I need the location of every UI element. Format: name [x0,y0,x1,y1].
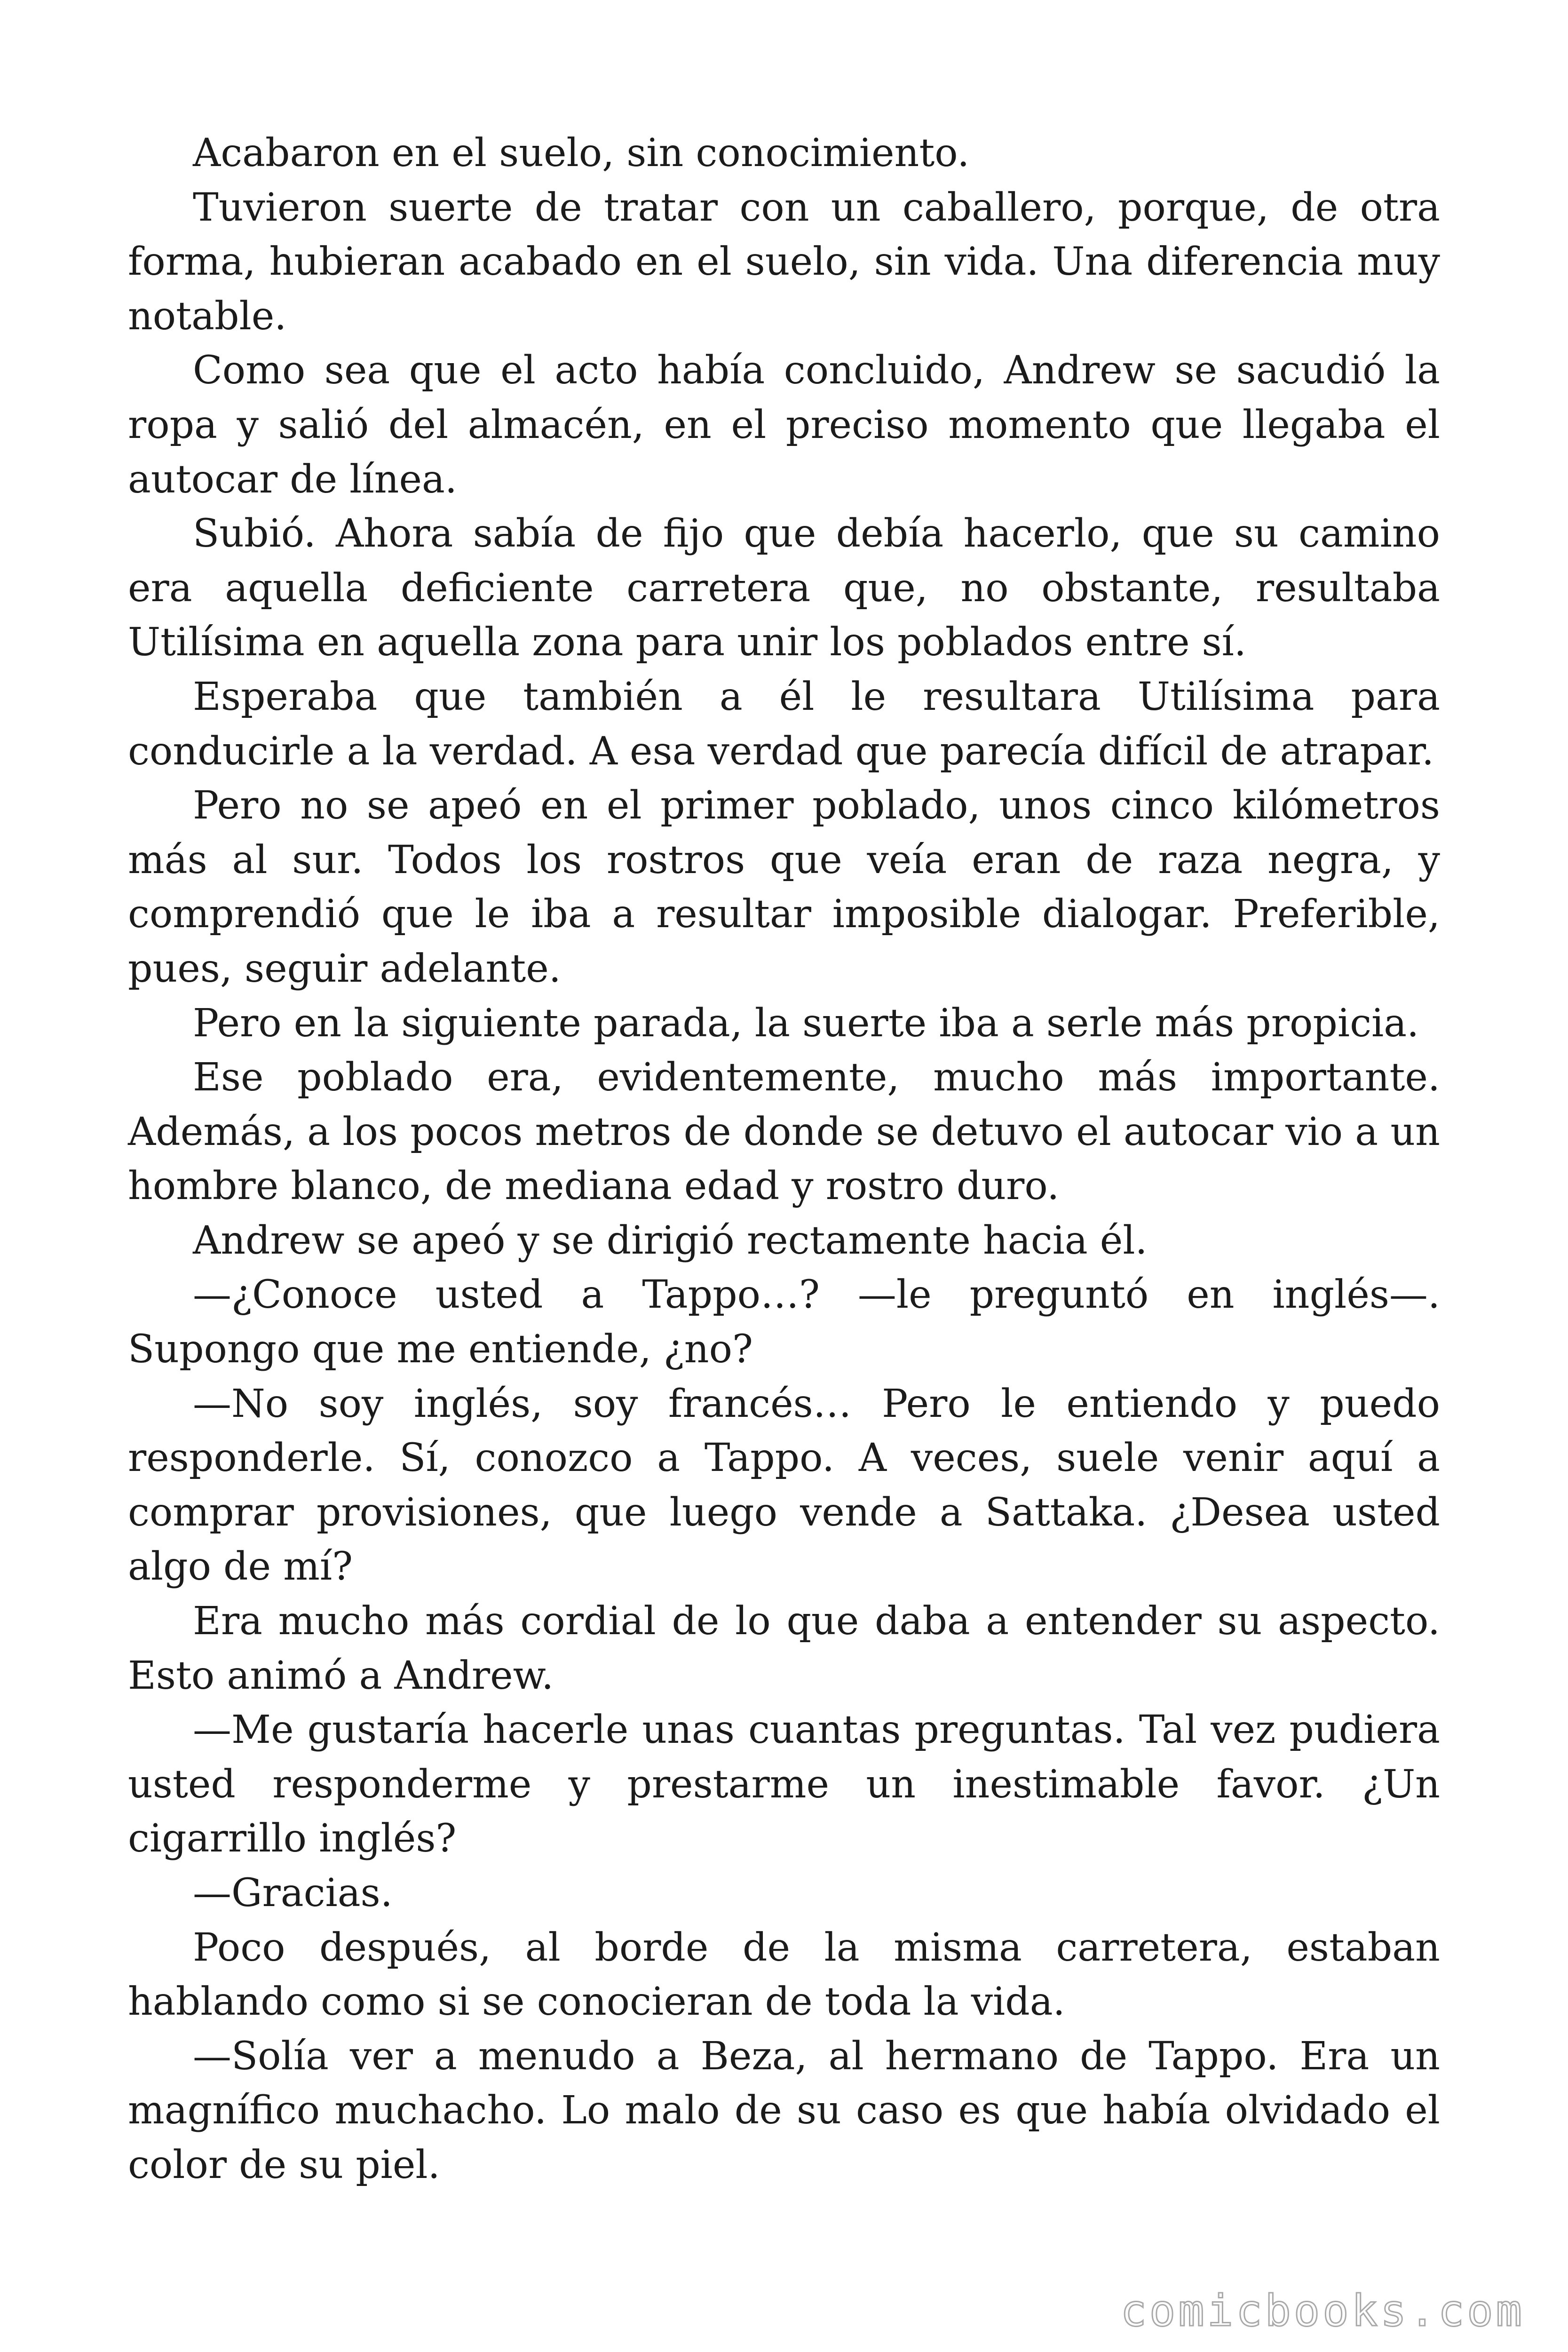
paragraph-16: —Solía ver a menudo a Beza, al hermano de Tappo. Era un magnífico muchacho. Lo malo de su caso es que había olvidado el color de su piel. [128,2034,1440,2187]
paragraph-7: Pero en la siguiente parada, la suerte iba a serle más propicia. [193,1001,1419,1046]
paragraph-4: Subió. Ahora sabía de fijo que debía hacerlo, que su camino era aquella deficiente carretera que, no obstante, resultaba Utilísima en aquella zona para unir los poblados entre sí. [128,511,1440,665]
paragraph-8: Ese poblado era, evidentemente, mucho más importante. Además, a los pocos metros de donde se detuvo el autocar vio a un hombre blanco, de mediana edad y rostro duro. [128,1055,1440,1209]
page-text [128,126,1440,2193]
paragraph-14: —Gracias. [193,1871,393,1915]
paragraph-1: Acabaron en el suelo, sin conocimiento. [193,131,970,175]
paragraph-2: Tuvieron suerte de tratar con un caballero, porque, de otra forma, hubieran acabado en el suelo, sin vida. Una diferencia muy notable. [128,185,1440,339]
paragraph-3: Como sea que el acto había concluido, Andrew se sacudió la ropa y salió del almacén, en el preciso momento que llegaba el autocar de línea. [128,348,1440,502]
paragraph-5: Esperaba que también a él le resultara Utilísima para conducirle a la verdad. A esa verdad que parecía difícil de atrapar. [128,674,1440,774]
paragraph-9: Andrew se apeó y se dirigió rectamente hacia él. [193,1218,1148,1263]
paragraph-12: Era mucho más cordial de lo que daba a entender su aspecto. Esto animó a Andrew. [128,1599,1440,1698]
watermark-logo: comicbooks.com [1120,2286,1525,2336]
paragraph-10: —¿Conoce usted a Tappo…? —le preguntó en inglés—. Supongo que me entiende, ¿no? [128,1272,1440,1372]
paragraph-13: —Me gustaría hacerle unas cuantas preguntas. Tal vez pudiera usted responderme y prestarme un inestimable favor. ¿Un cigarrillo inglés? [128,1708,1440,1861]
paragraph-6: Pero no se apeó en el primer poblado, unos cinco kilómetros más al sur. Todos los rostros que veía eran de raza negra, y comprendió que le iba a resultar imposible dialogar. Preferible, pues, seguir adelante. [128,783,1440,991]
paragraph-11: —No soy inglés, soy francés… Pero le entiendo y puedo responderle. Sí, conozco a Tappo. A veces, suele venir aquí a comprar provisiones, que luego vende a Sattaka. ¿Desea usted algo de mí? [128,1381,1440,1589]
paragraph-15: Poco después, al borde de la misma carretera, estaban hablando como si se conocieran de toda la vida. [128,1925,1440,2025]
